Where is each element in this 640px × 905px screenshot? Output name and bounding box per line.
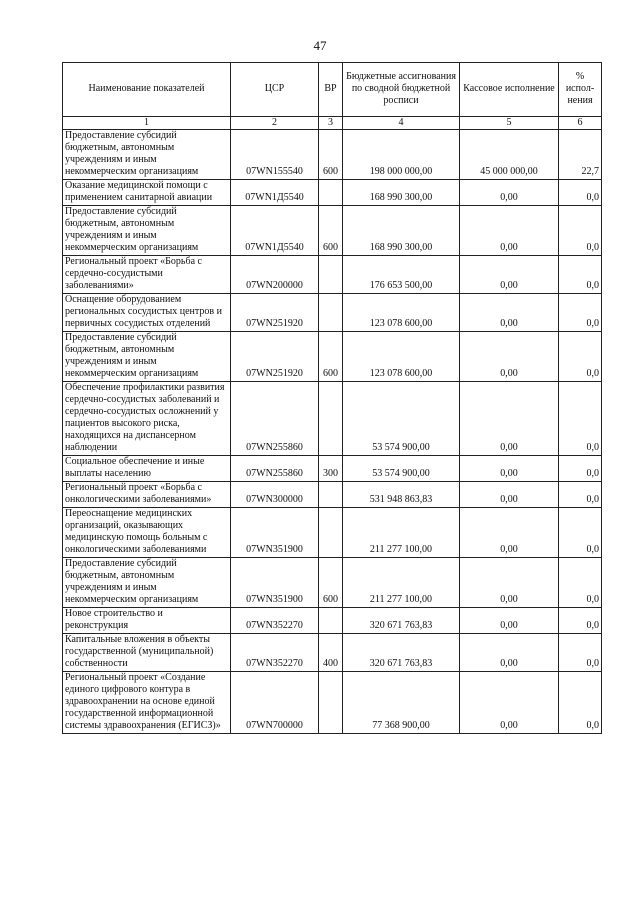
row-plan-cell: 320 671 763,83 [343, 634, 460, 672]
row-vr-cell [319, 180, 343, 206]
row-kass-cell: 0,00 [460, 482, 559, 508]
row-name-cell: Предоставление субсидий бюджетным, автономным учреждениям и иным некоммерческим организациям [63, 206, 231, 256]
row-kass-cell: 0,00 [460, 456, 559, 482]
row-kass-cell: 0,00 [460, 382, 559, 456]
row-kass-cell: 0,00 [460, 672, 559, 734]
budget-execution-table [62, 62, 602, 734]
row-csr-cell: 07WN155540 [231, 130, 319, 180]
row-pct-cell: 0,0 [559, 558, 602, 608]
row-csr-cell: 07WN251920 [231, 332, 319, 382]
row-plan-cell: 531 948 863,83 [343, 482, 460, 508]
row-csr-cell: 07WN1Д5540 [231, 206, 319, 256]
row-kass-cell: 0,00 [460, 508, 559, 558]
row-plan-cell: 53 574 900,00 [343, 382, 460, 456]
table-row [63, 130, 602, 180]
row-name-cell: Предоставление субсидий бюджетным, автономным учреждениям и иным некоммерческим организациям [63, 332, 231, 382]
row-name-cell: Оснащение оборудованием региональных сосудистых центров и первичных сосудистых отделений [63, 294, 231, 332]
row-kass-cell: 0,00 [460, 634, 559, 672]
row-name-cell: Региональный проект «Борьба с онкологическими заболеваниями» [63, 482, 231, 508]
column-number: 4 [343, 117, 460, 130]
row-name-cell: Предоставление субсидий бюджетным, автономным учреждениям и иным некоммерческим организациям [63, 130, 231, 180]
header-vr: ВР [319, 63, 343, 117]
column-number: 2 [231, 117, 319, 130]
header-plan: Бюджетные ассигнования по сводной бюджетной росписи [343, 63, 460, 117]
row-vr-cell [319, 672, 343, 734]
table-row [63, 558, 602, 608]
table-row [63, 508, 602, 558]
header-kass: Кассовое исполнение [460, 63, 559, 117]
row-csr-cell: 07WN352270 [231, 608, 319, 634]
row-vr-cell [319, 294, 343, 332]
row-vr-cell: 600 [319, 206, 343, 256]
column-number: 6 [559, 117, 602, 130]
header-pct: % испол-нения [559, 63, 602, 117]
row-name-cell: Оказание медицинской помощи с применением санитарной авиации [63, 180, 231, 206]
table-row [63, 382, 602, 456]
row-csr-cell: 07WN255860 [231, 456, 319, 482]
row-plan-cell: 123 078 600,00 [343, 332, 460, 382]
row-csr-cell: 07WN300000 [231, 482, 319, 508]
row-vr-cell: 600 [319, 130, 343, 180]
row-kass-cell: 0,00 [460, 558, 559, 608]
row-pct-cell: 0,0 [559, 294, 602, 332]
table-header-row [63, 63, 602, 117]
row-vr-cell [319, 256, 343, 294]
row-name-cell: Переоснащение медицинских организаций, оказывающих медицинскую помощь больным с онкологическими заболеваниями [63, 508, 231, 558]
row-kass-cell: 0,00 [460, 206, 559, 256]
row-csr-cell: 07WN255860 [231, 382, 319, 456]
row-plan-cell: 53 574 900,00 [343, 456, 460, 482]
row-plan-cell: 168 990 300,00 [343, 206, 460, 256]
table-row [63, 608, 602, 634]
row-pct-cell: 0,0 [559, 508, 602, 558]
row-pct-cell: 0,0 [559, 456, 602, 482]
row-kass-cell: 0,00 [460, 294, 559, 332]
row-plan-cell: 123 078 600,00 [343, 294, 460, 332]
column-number: 5 [460, 117, 559, 130]
table-row [63, 634, 602, 672]
row-vr-cell [319, 482, 343, 508]
row-kass-cell: 0,00 [460, 256, 559, 294]
table-row [63, 180, 602, 206]
row-pct-cell: 0,0 [559, 332, 602, 382]
row-name-cell: Предоставление субсидий бюджетным, автономным учреждениям и иным некоммерческим организациям [63, 558, 231, 608]
row-pct-cell: 0,0 [559, 634, 602, 672]
row-kass-cell: 0,00 [460, 332, 559, 382]
header-name: Наименование показателей [63, 63, 231, 117]
table-row [63, 456, 602, 482]
row-name-cell: Новое строительство и реконструкция [63, 608, 231, 634]
row-name-cell: Региональный проект «Создание единого цифрового контура в здравоохранении на основе единой государственной информационной системы здравоохранения (ЕГИСЗ)» [63, 672, 231, 734]
row-pct-cell: 0,0 [559, 482, 602, 508]
header-csr: ЦСР [231, 63, 319, 117]
row-vr-cell: 300 [319, 456, 343, 482]
column-number: 1 [63, 117, 231, 130]
row-vr-cell [319, 508, 343, 558]
column-number-row [63, 117, 602, 130]
table-row [63, 294, 602, 332]
row-pct-cell: 22,7 [559, 130, 602, 180]
table-row [63, 672, 602, 734]
row-vr-cell: 600 [319, 332, 343, 382]
row-name-cell: Обеспечение профилактики развития сердечно-сосудистых заболеваний и сердечно-сосудистых осложнений у пациентов высокого риска, находящихся на диспансерном наблюдении [63, 382, 231, 456]
row-pct-cell: 0,0 [559, 206, 602, 256]
row-csr-cell: 07WN352270 [231, 634, 319, 672]
column-number: 3 [319, 117, 343, 130]
row-plan-cell: 198 000 000,00 [343, 130, 460, 180]
row-plan-cell: 176 653 500,00 [343, 256, 460, 294]
row-vr-cell: 400 [319, 634, 343, 672]
row-csr-cell: 07WN700000 [231, 672, 319, 734]
row-vr-cell [319, 382, 343, 456]
table-row [63, 332, 602, 382]
row-csr-cell: 07WN351900 [231, 558, 319, 608]
table-row [63, 482, 602, 508]
row-csr-cell: 07WN1Д5540 [231, 180, 319, 206]
row-vr-cell [319, 608, 343, 634]
row-name-cell: Социальное обеспечение и иные выплаты населению [63, 456, 231, 482]
row-plan-cell: 320 671 763,83 [343, 608, 460, 634]
row-plan-cell: 211 277 100,00 [343, 508, 460, 558]
row-plan-cell: 211 277 100,00 [343, 558, 460, 608]
row-plan-cell: 77 368 900,00 [343, 672, 460, 734]
row-csr-cell: 07WN251920 [231, 294, 319, 332]
row-csr-cell: 07WN351900 [231, 508, 319, 558]
row-csr-cell: 07WN200000 [231, 256, 319, 294]
row-kass-cell: 0,00 [460, 608, 559, 634]
row-pct-cell: 0,0 [559, 256, 602, 294]
row-plan-cell: 168 990 300,00 [343, 180, 460, 206]
row-kass-cell: 45 000 000,00 [460, 130, 559, 180]
row-pct-cell: 0,0 [559, 608, 602, 634]
row-name-cell: Региональный проект «Борьба с сердечно-сосудистыми заболеваниями» [63, 256, 231, 294]
row-pct-cell: 0,0 [559, 180, 602, 206]
row-pct-cell: 0,0 [559, 382, 602, 456]
row-name-cell: Капитальные вложения в объекты государственной (муниципальной) собственности [63, 634, 231, 672]
table-row [63, 206, 602, 256]
row-vr-cell: 600 [319, 558, 343, 608]
table-row [63, 256, 602, 294]
row-pct-cell: 0,0 [559, 672, 602, 734]
page-number: 47 [313, 38, 327, 53]
row-kass-cell: 0,00 [460, 180, 559, 206]
